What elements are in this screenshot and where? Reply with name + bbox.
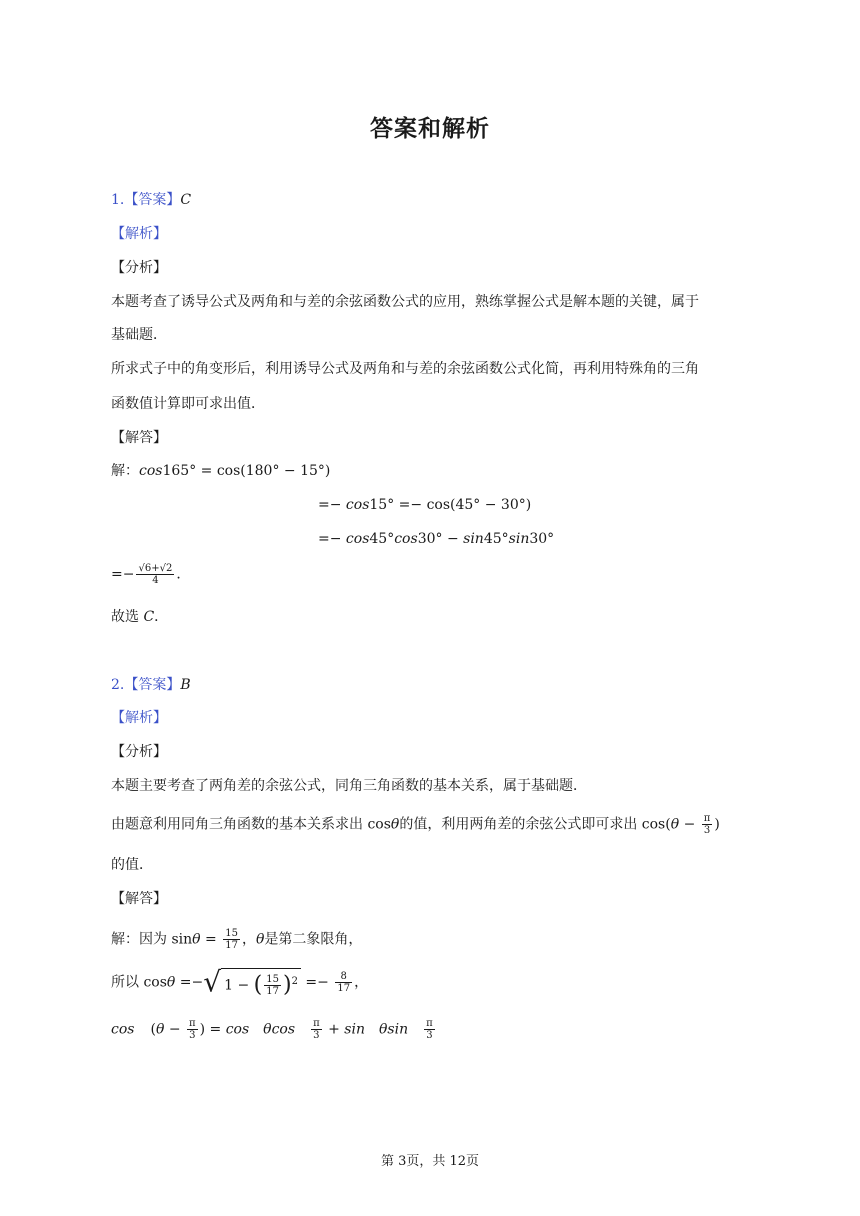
q1-sol-eq4-num: √6+√2 [138, 563, 173, 574]
q2-analysis-line2-b: 的值，利用两角差的余弦公式即可求出 cos( [399, 816, 671, 833]
q2-sol2-rnum: 8 [335, 971, 352, 983]
q2-sol1-theta2: θ [255, 931, 265, 948]
q2-sol3-cos2: cos [225, 1021, 250, 1038]
q1-sol-eq3-d: cos [394, 531, 418, 547]
q2-sol3-fraction3 [424, 1018, 435, 1041]
q1-sol-eq3-i: 30° [529, 531, 555, 547]
q2-analysis-minus: − [679, 816, 700, 833]
q2-sol1-eq: = [200, 931, 222, 948]
q1-answer-tag: 【答案】 [124, 192, 181, 208]
q1-conclusion [111, 607, 168, 627]
page-footer: 第 3页，共 12页 [380, 1154, 480, 1169]
q2-analysis-line3: 的值． [111, 857, 153, 873]
q2-sol3-close: ) = [199, 1021, 226, 1038]
q2-sol2-end: ， [354, 974, 369, 991]
q2-analysis-close: ) [714, 816, 720, 833]
q2-solution-line3 [111, 1018, 437, 1041]
q1-sol-eq3-b: cos [345, 531, 370, 547]
q1-fenxi-heading: 【分析】 [111, 260, 167, 276]
q1-answer-value: C [180, 192, 192, 208]
q1-solution-eq1 [111, 461, 330, 481]
q1-sol-eq3-g: 45° [483, 531, 509, 547]
q2-sol1-fraction [223, 928, 240, 951]
q2-sol3-cos3: cos [271, 1021, 296, 1038]
q2-sol3-three: 3 [189, 1030, 196, 1041]
q2-fenxi-heading: 【分析】 [111, 744, 167, 760]
q2-sol3-three3: 3 [426, 1030, 433, 1041]
q2-sol2-result-fraction [335, 971, 352, 994]
q2-sol3-theta3: θ [378, 1021, 388, 1038]
q2-sol1-theta: θ [192, 931, 201, 948]
q1-sol-eq1-rest: 165° = cos(180° − 15°) [162, 463, 331, 479]
q2-sol3-minus: − [164, 1021, 186, 1038]
q2-sol2-num: 15 [266, 974, 279, 986]
q2-sol1-num: 15 [225, 928, 238, 939]
page-title: 答案和解析 [370, 116, 490, 142]
q2-answer-tag: 【答案】 [124, 677, 181, 693]
q2-sol2-rden: 17 [337, 983, 351, 995]
q1-sol-prefix: 解： [111, 463, 139, 479]
q2-sol3-sin2: sin [387, 1021, 409, 1038]
q2-jiexi-heading: 【解析】 [111, 710, 167, 726]
q2-sol2-den: 17 [266, 986, 279, 998]
q1-sol-eq3-f: sin [463, 531, 484, 547]
q2-analysis-theta: θ [390, 816, 400, 833]
q2-analysis-line2-a: 由题意利用同角三角函数的基本关系求出 cos [111, 816, 391, 833]
q1-sol-eq4-suffix: ． [176, 566, 191, 583]
q2-answer-value: B [180, 677, 191, 693]
q1-sol-eq2-a: =− [318, 497, 346, 513]
q1-number: 1. [111, 192, 125, 208]
q2-analysis-line1: 本题主要考查了两角差的余弦公式，同角三角函数的基本关系，属于基础题． [111, 778, 587, 794]
q2-jieda-heading: 【解答】 [111, 891, 167, 907]
q1-sol-eq4-den: 4 [152, 575, 159, 586]
q2-sol3-theta2: θ [263, 1021, 272, 1038]
q2-sol1-den: 17 [225, 940, 238, 951]
q1-jiexi-heading: 【解析】 [111, 226, 167, 242]
q1-analysis-line4: 函数值计算即可求出值． [111, 396, 265, 412]
q1-sol-eq3-c: 45° [369, 531, 395, 547]
q1-sol-eq4-fraction [136, 563, 174, 586]
q2-sol2-eq: =− [175, 974, 204, 991]
q1-sol-eq3-a: =− [318, 531, 346, 547]
q2-sol2-a: 所以 cos [111, 974, 167, 991]
q1-conclusion-post: ． [154, 609, 169, 625]
q1-conclusion-pre: 故选 [111, 609, 144, 625]
q1-sol-eq1-cos: cos [139, 463, 163, 479]
q2-sol3-sin: sin [344, 1021, 365, 1038]
q2-sol1-comma: ， [241, 931, 256, 948]
q2-analysis-pi3-fraction [702, 813, 713, 836]
q2-sol2-eq2: =− [300, 974, 334, 991]
q1-conclusion-ans: C [143, 609, 155, 625]
q1-sol-eq2-b: cos [345, 497, 370, 513]
q2-sol3-open: ( [150, 1021, 156, 1038]
q2-sol3-pi2: π [313, 1018, 320, 1029]
q1-sol-eq3-h: sin [508, 531, 530, 547]
q2-sol2-fraction [264, 974, 281, 997]
q1-sol-eq4-prefix: =− [111, 566, 135, 583]
q2-sol3-pi: π [189, 1018, 196, 1029]
q2-sol3-cos: cos [111, 1021, 135, 1038]
q2-number: 2. [111, 677, 125, 693]
q2-sol2-sqrt-body: 1 − ( $\frac{15}{17}$ )$^2$ [221, 968, 301, 997]
q2-sol3-fraction2 [311, 1018, 322, 1041]
q2-sol1-b: 是第二象限角， [264, 931, 363, 948]
q2-sol3-fraction1 [187, 1018, 198, 1041]
q1-analysis-line2: 基础题． [111, 327, 167, 343]
q2-sol3-pi3: π [426, 1018, 433, 1029]
q2-analysis-three: 3 [703, 825, 711, 836]
q2-sol3-theta: θ [155, 1021, 165, 1038]
q1-analysis-line3: 所求式子中的角变形后，利用诱导公式及两角和与差的余弦函数公式化简，再利用特殊角的三角 [111, 361, 699, 377]
q2-sol2-theta: θ [166, 974, 176, 991]
q2-analysis-line2 [111, 813, 720, 836]
q1-analysis-line1: 本题考查了诱导公式及两角和与差的余弦函数公式的应用，熟练掌握公式是解本题的关键，属于 [111, 294, 699, 310]
q2-solution-line2 [111, 965, 369, 999]
q2-analysis-pi: π [703, 813, 711, 824]
q2-analysis-theta2: θ [670, 816, 680, 833]
q2-sol1-a: 解：因为 sin [111, 931, 193, 948]
q1-solution-eq4 [111, 563, 190, 586]
q2-sol2-sqrt [203, 965, 301, 999]
q2-solution-line1 [111, 928, 362, 951]
q1-sol-eq2-c: 15° =− cos(45° − 30°) [369, 497, 532, 513]
q1-jieda-heading: 【解答】 [111, 430, 167, 446]
sqrt-icon: √ [203, 965, 222, 999]
q1-solution-eq2 [318, 495, 531, 515]
q1-solution-eq3 [318, 529, 554, 549]
q2-sol3-plus: + [323, 1021, 345, 1038]
q2-sol2-exp: 2 [291, 976, 298, 987]
q1-sol-eq3-e: 30° − [417, 531, 464, 547]
q1-answer-line [111, 190, 191, 210]
q2-answer-line [111, 675, 191, 695]
q2-sol3-three2: 3 [313, 1030, 320, 1041]
q2-sol2-one: 1 − [224, 977, 254, 994]
